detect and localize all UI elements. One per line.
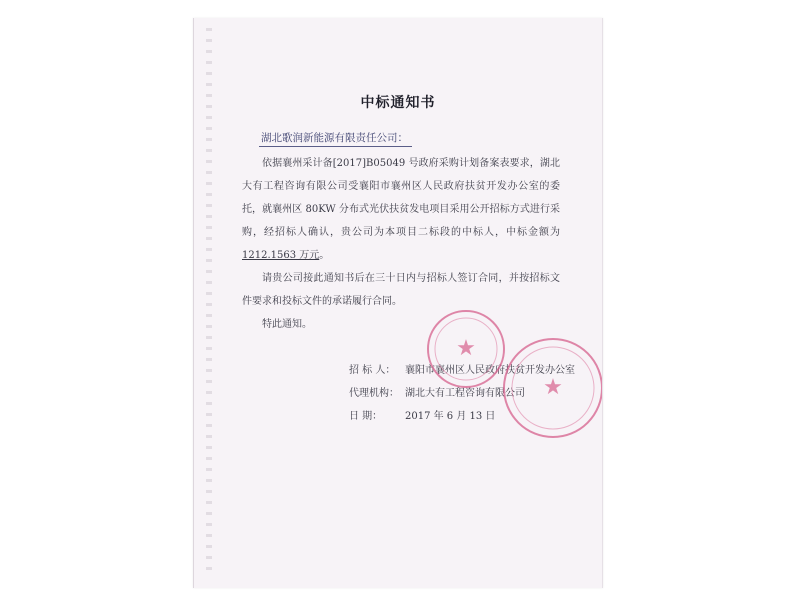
seal-star-icon: ★ [456,336,476,361]
seal-star-icon: ★ [543,375,563,400]
signature-block [349,359,575,428]
scanned-document-page [193,18,603,588]
tenderer-value: 襄阳市襄州区人民政府扶贫开发办公室 [405,365,575,376]
tenderer-row [349,359,575,382]
paragraph-3: 特此通知。 [262,319,312,330]
document-title: 中标通知书 [360,95,436,111]
date-label: 日 期： [349,411,383,422]
agency-row [349,382,575,405]
paragraph-1-end: 。 [319,250,330,261]
paragraph-1 [242,152,560,267]
bid-amount: 1212.1563 万元 [242,250,320,261]
tenderer-label: 招 标 人： [349,365,396,376]
addressee-line: 湖北歌润新能源有限责任公司： [259,130,412,147]
notice-body [242,152,560,336]
agency-label: 代理机构： [349,388,399,399]
agency-value: 湖北大有工程咨询有限公司 [405,388,525,399]
paragraph-1-text: 依据襄州采计备[2017]B05049 号政府采购计划备案表要求，湖北大有工程咨询有限公司受襄阳市襄州区人民政府扶贫开发办公室的委托，就襄州区 80KW 分布式光伏扶贫发电项目采用公开招标方式进行采购，经招标人确认，贵公司为本项目二标段的中标人，中标金额为 [242,158,560,238]
date-row [349,405,575,428]
paragraph-2: 请贵公司接此通知书后在三十日内与招标人签订合同，并按招标文件要求和投标文件的承诺履行合同。 [242,273,560,307]
date-value: 2017 年 6 月 13 日 [405,411,496,422]
